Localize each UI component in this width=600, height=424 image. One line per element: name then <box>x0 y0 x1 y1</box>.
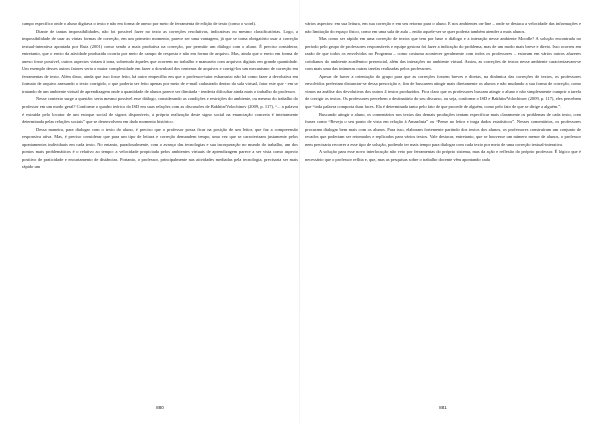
paragraph: Mas como ser rápido em uma correção de textos que tem por base o diálogo e a interação nesse ambiente Moodle? A solução encontrada no período pelo grupo de professores responsáveis e equipe gestora foi fazer a indicação do problema, mas de um modo mais breve e direto. Isso ocorreu em razão de que todos os envolvidos no Programa – como costuma acontecer geralmente com todos os professores – estavam em vários outros afazeres cotidianos do ambiente acadêmico presencial, além das interações no ambiente virtual. Assim, as correções de textos nesse ambiente caracterizavam-se com mais uma das inúmeras outras tarefas realizadas pelos professores. <box>305 36 581 72</box>
gutter-divider <box>299 0 300 424</box>
paragraph: vários aspectos: em sua leitura, em sua correção e em seu retorno para o aluno. E nos ambientes on-line – onde se destaca a velocidade das informações e não limitação do espaço físico, como em uma sala de aula – então aquele-ser se quer poderia também atender a mais alunos. <box>305 21 581 34</box>
right-page <box>305 20 581 400</box>
left-page <box>22 20 298 400</box>
page-number: 881 <box>439 405 447 410</box>
paragraph: A solução para esse novo interlocução não veio por ferramentas do próprio sistema, mas da ação e reflexão do próprio professor. É lógico que é necessário que o professor reflita e, que, mas as pesquisas sobre o trabalho docente vêm apontando cada <box>305 149 581 162</box>
paragraph: Buscando atingir o aluno, os comentários nos textos das demais produções tentam especificar mais claramente os problemas de cada texto, com frases como “Reveja o seu ponto de vista em relação à Amazônia” ou “Pense no leitor e traga dados estatísticos”. Nesses comentários, os professores procuram dialogar bem mais com os alunos. Para isso, elaboram fortemente partindo dos textos dos alunos, os professores construíram um conjunto de recados que poderiam ser retomados e replicados para vários textos. Vale destacar, entretanto, que se houvesse um número menor de alunos, o professor nem precisaria recorrer a esse tipo de solução, podendo ter mais tempo para dialogar com cada texto por meio de uma correção textual-interativa. <box>305 111 581 147</box>
paragraph: Apesar de haver a orientação do grupo para que as correções fossem breves e diretas, na dinâmica das correções de textos, os professores envolvidos preferiam distanciar-se dessa prescrição e, fim de buscarem atingir mais diretamente os alunos e não mudando a sua forma de correção, como vimos na análise dos devolutivas dos outros 4 textos produzidos. Fica claro que os professores buscam atingir o aluno e não simplesmente cumprir a tarefa de corrigir os textos. Os professores percebem o destinatário do seu discurso, ou seja, conforme o ISD e Bakhtin/Volochinov (2009, p. 117), eles percebem que “toda palavra comporta duas faces. Ela é determinada tanto pelo fato de que procede de alguém, como pelo fato de que se dirige a alguém.”. <box>305 73 581 110</box>
page-number: 880 <box>156 405 164 410</box>
paragraph: campo específico onde o aluno digitava o texto e não em forma de anexo por meio de ferramenta de edição de texto (como o word). <box>22 21 256 26</box>
paragraph: Diante de tantas impossibilidades, não foi possível fazer no texto as correções resolutivas, indicativas ou mesmo classificatórias. Logo, a impossibilidade de usar as várias formas de correção, em um primeiro momento, parece ser uma vantagem, já que se torna obrigatório usar a correção textual-interativa apontada por Ruiz (2001) como sendo a mais produtiva na correção, por permitir um diálogo com o aluno. É preciso considerar, entretanto, que o envio da atividade produzida ocorria por meio de campo de resposta e não em forma de arquivo. Mas, ainda que o envio em forma de anexo fosse possível, outros aspectos viriam à tona, sobretudo àqueles que ocorrem no trabalho e manuseio com arquivos digitais em grande quantidade. Um exemplo desses outros fatores seria o maior complexidade em fazer o download dos centenas de arquivos e corrigi-los um mecanismo de correção em ferramentas de texto. Além disso, ainda que isso fosse feito, há outro empecilho em que o professor-tutor esbarraria: não há como fazer a devolutiva em formato de arquivo anexando o texto corrigido, o que poderia ser feito apenas por meio de e-mail cadastrado dentro da sala virtual, fator este que - em se tratando de um ambiente virtual de aprendizagem onde a quantidade de alunos parece ser ilimitada - tenderia dificultar ainda mais o trabalho do professor. <box>22 28 298 94</box>
paragraph: Dessa maneira, para dialogar com o texto do aluno, é preciso que o professor possa ficar na posição de um leitor, que faz a compreensão responsiva ativa. Mas, é preciso considerar que para um tipo de leitura e correção demandem tempo, uma vez que se caracterizam justamente pelos apontamentos individuais em cada texto. No entanto, paradoxalmente, com o avanço das tecnologias e sua incorporação no mundo do trabalho, um dos pontos mais problemáticos é o relativo ao tempo: a velocidade propiciada pelos ambientes virtuais de aprendizagem parece a ser vista como aspecto positivo de praticidade e encurtamento de distâncias. Portanto, o professor, principalmente nas atividades mediadas pela tecnologia, precisaria ser mais rápido um <box>22 126 298 170</box>
paragraph: Nesse contexto surge a questão: seria mesmo possível esse diálogo, considerando as condições e restrições do ambiente, ou mesmo do trabalho do professor em um modo geral? Conforme o quadro teórico do ISD em suas relações com as discussões de Bakhtin/Volochinov (2009, p. 117), “... a palavra é extraída pelo locutor de um estoque social de signos disponíveis, a própria realização deste signo social na enunciação concreta é inteiramente determinada pelas relações sociais” que se desenvolvem em dado momento histórico. <box>22 96 298 125</box>
